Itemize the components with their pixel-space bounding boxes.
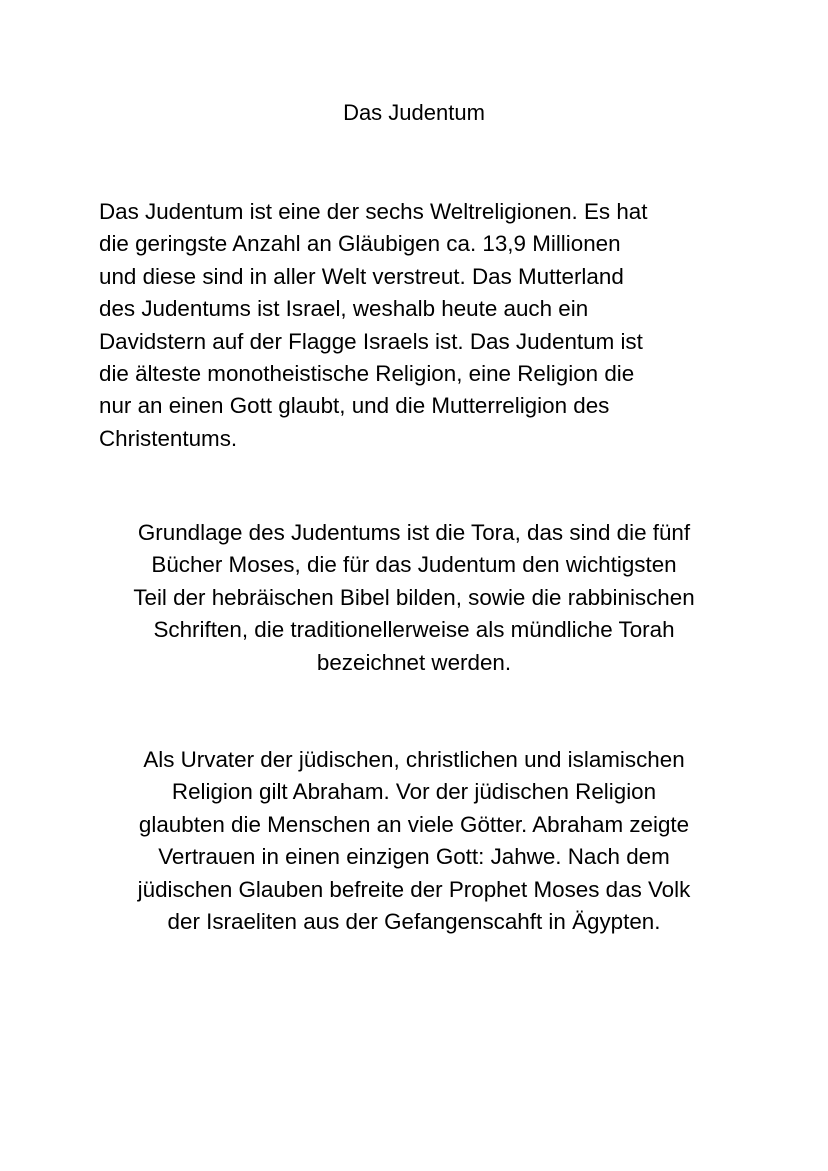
text-line: glaubten die Menschen an viele Götter. Abraham zeigte [138,811,690,837]
text-line: Christentums. [99,425,238,451]
text-line: Bücher Moses, die für das Judentum den wichtigsten [151,552,677,578]
text-line: bezeichnet werden. [316,649,512,675]
text-line: nur an einen Gott glaubt, und die Mutterreligion des [99,393,610,419]
text-line: Als Urvater der jüdischen, christlichen und islamischen [143,747,685,772]
text-line: Teil der hebräischen Bibel bilden, sowie die rabbinischen [133,584,695,610]
paragraph-tora [84,517,744,679]
text-line: die älteste monotheistische Religion, eine Religion die [99,361,635,387]
text-line: der Israeliten aus der Gefangenscahft in Ägypten. [167,909,661,935]
text-line: Schriften, die traditionellerweise als mündliche Torah [153,617,675,643]
text-line: Vertrauen in einen einzigen Gott: Jahwe. Nach dem [158,844,670,870]
text-line: Grundlage des Judentums ist die Tora, das sind die fünf [137,520,691,545]
text-line: Das Judentum ist eine der sechs Weltreligionen. Es hat [99,199,648,224]
text-line: Davidstern auf der Flagge Israels ist. Das Judentum ist [99,328,643,354]
paragraph-abraham [84,744,744,938]
text-line: die geringste Anzahl an Gläubigen ca. 13,9 Millionen [99,231,621,257]
text-line: jüdischen Glauben befreite der Prophet Moses das Volk [137,876,691,902]
text-line: des Judentums ist Israel, weshalb heute auch ein [99,296,589,322]
text-line: und diese sind in aller Welt verstreut. Das Mutterland [99,263,624,289]
text-line: Religion gilt Abraham. Vor der jüdischen Religion [171,779,657,805]
document-title: Das Judentum [343,100,485,125]
paragraph-intro [99,196,739,455]
